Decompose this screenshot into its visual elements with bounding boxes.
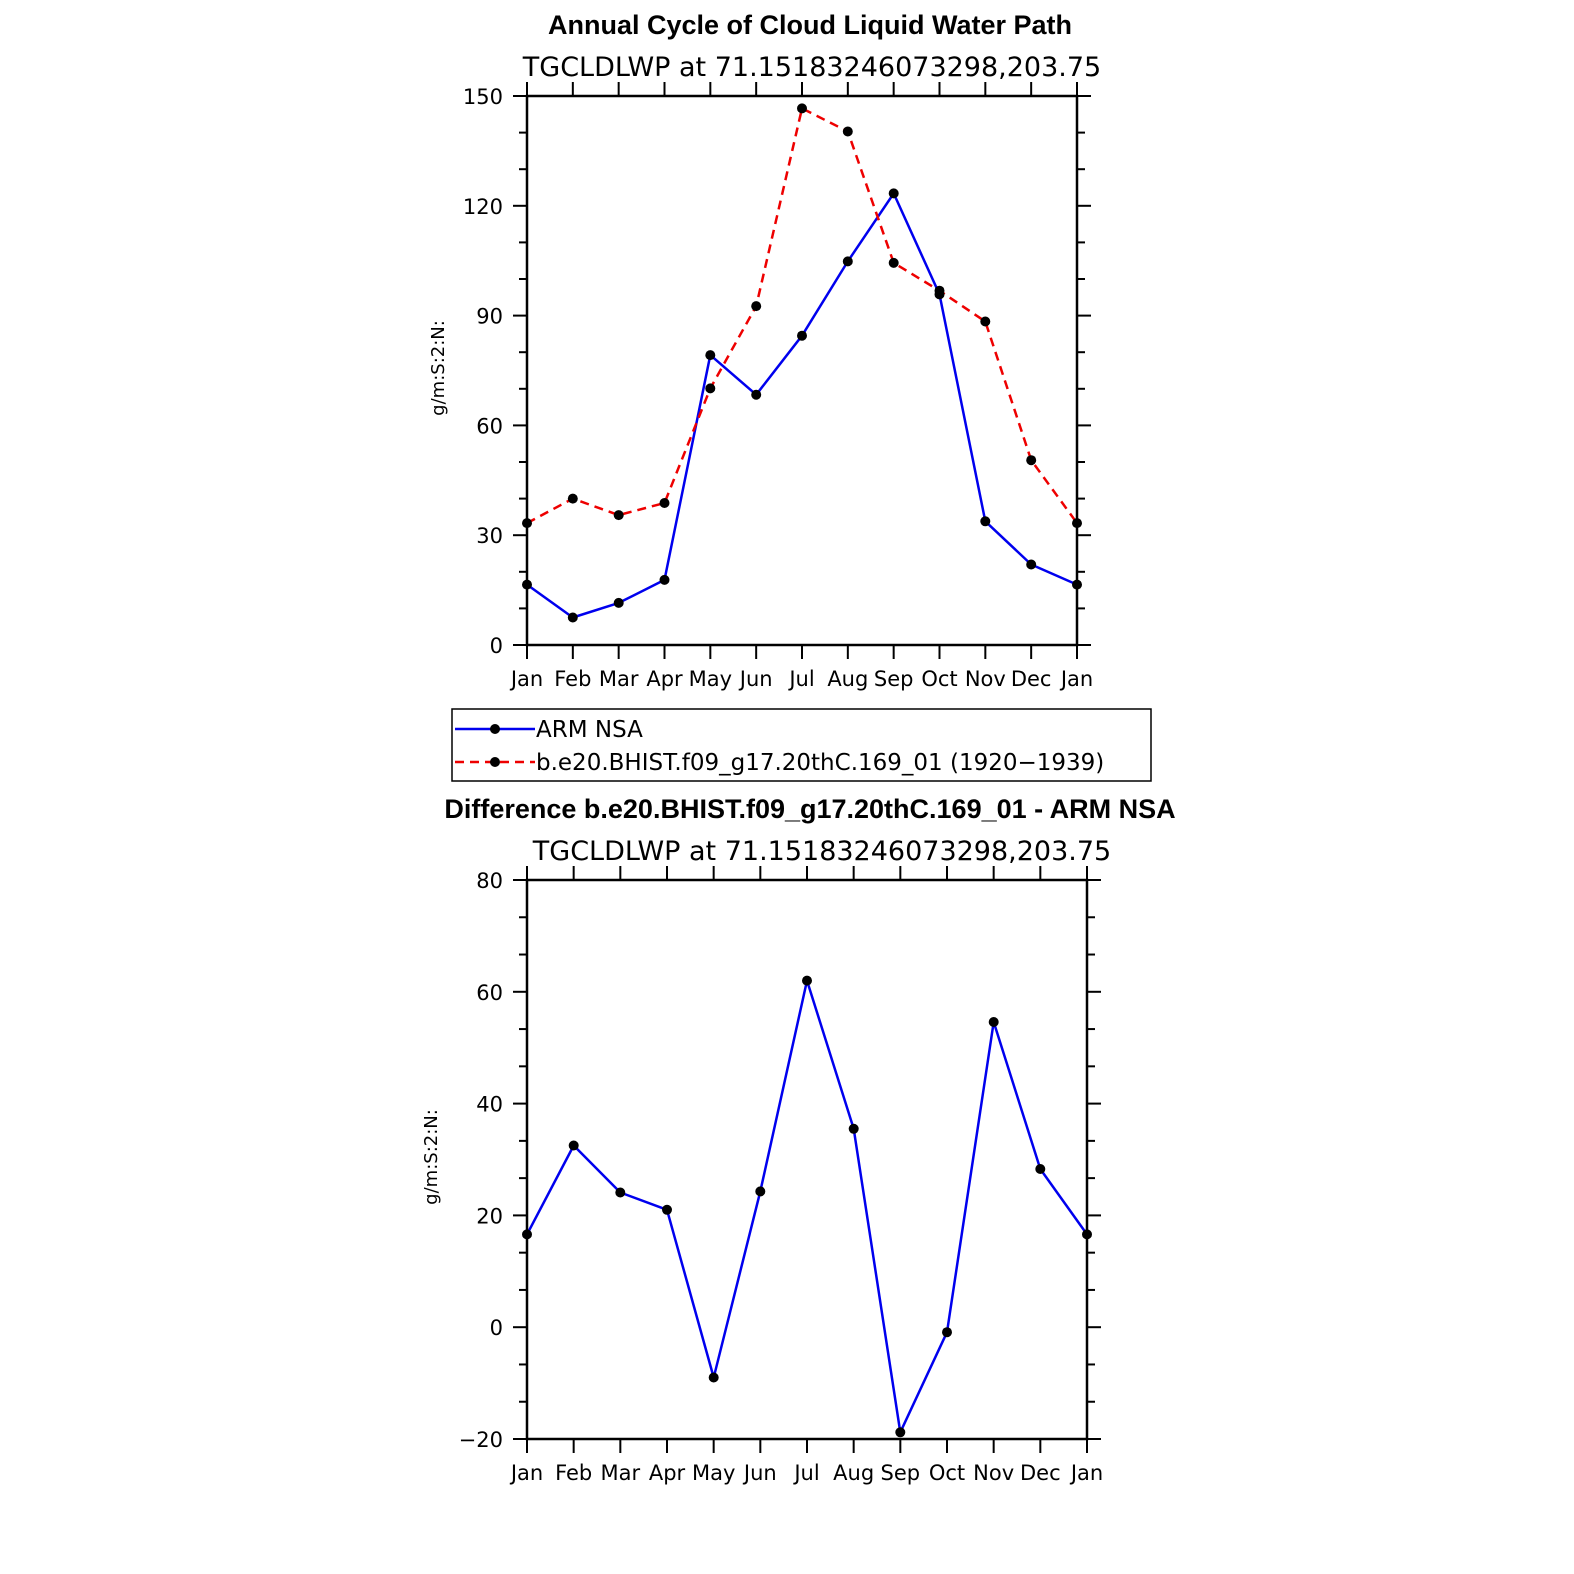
top-xtick-label: Jan — [510, 667, 544, 691]
bottom-xtick-label: May — [691, 1461, 736, 1485]
top-plot-area — [463, 82, 1093, 691]
bottom-series-0-point — [1035, 1164, 1045, 1174]
top-series-1-point — [1026, 455, 1036, 465]
bottom-xtick-label: Oct — [928, 1461, 966, 1485]
top-series-0-point — [797, 331, 807, 341]
top-xtick-label: Feb — [554, 667, 592, 691]
bottom-plot-area — [459, 866, 1104, 1485]
bottom-series-0-point — [569, 1141, 579, 1151]
top-series-0-point — [1026, 560, 1036, 570]
legend-swatch-marker-1 — [490, 757, 500, 767]
bottom-series-0-point — [1082, 1229, 1092, 1239]
top-series-1-point — [797, 103, 807, 113]
bottom-ytick-label: 20 — [476, 1204, 503, 1229]
bottom-xtick-label: Jul — [794, 1461, 820, 1485]
top-xtick-label: Mar — [598, 667, 639, 691]
top-xtick-label: May — [688, 667, 733, 691]
top-series-0-line — [527, 193, 1077, 617]
bottom-xtick-label: Aug — [833, 1461, 875, 1485]
bottom-series-0-point — [755, 1186, 765, 1196]
top-series-1-point — [980, 317, 990, 327]
top-chart-title: Annual Cycle of Cloud Liquid Water Path — [547, 10, 1073, 40]
top-xtick-label: Nov — [964, 667, 1006, 691]
top-ytick-label: 0 — [489, 634, 503, 658]
top-xtick-label: Dec — [1010, 667, 1052, 691]
top-series-0-point — [1072, 580, 1082, 590]
top-ytick-label: 60 — [476, 414, 503, 439]
bottom-ytick-label: 60 — [476, 980, 503, 1005]
top-series-0-point — [522, 580, 532, 590]
bottom-chart-ylabel: g/m:S:2:N: — [421, 1109, 442, 1205]
top-series-1-point — [522, 518, 532, 528]
bottom-xtick-label: Mar — [600, 1461, 641, 1485]
bottom-series-0-point — [849, 1124, 859, 1134]
bottom-xtick-label: Jan — [510, 1461, 544, 1485]
bottom-xtick-label: Nov — [973, 1461, 1015, 1485]
top-ytick-label: 150 — [462, 85, 503, 109]
bottom-xtick-label: Feb — [555, 1461, 593, 1485]
top-series-0-point — [614, 598, 624, 608]
bottom-series-0-point — [802, 976, 812, 986]
top-series-1-point — [614, 510, 624, 520]
top-ytick-label: 90 — [476, 304, 503, 329]
bottom-xtick-label: Jan — [1070, 1461, 1104, 1485]
bottom-series-0-point — [522, 1229, 532, 1239]
bottom-frame — [527, 880, 1087, 1439]
top-series-1-line — [527, 108, 1077, 523]
top-series-0-point — [660, 575, 670, 585]
legend-swatch-marker-0 — [490, 724, 500, 734]
top-xtick-label: Apr — [646, 667, 683, 691]
top-series-1-point — [889, 258, 899, 268]
legend-entry-1 — [455, 750, 1104, 776]
top-chart-ylabel: g/m:S:2:N: — [428, 320, 449, 416]
top-series-1-point — [751, 301, 761, 311]
bottom-series-0-point — [942, 1327, 952, 1337]
top-series-1-point — [660, 498, 670, 508]
top-series-1-point — [935, 286, 945, 296]
bottom-chart — [421, 794, 1176, 1485]
top-xtick-label: Jul — [789, 667, 815, 691]
bottom-chart-subtitle: TGCLDLWP at 71.15183246073298,203.75 — [532, 836, 1112, 867]
bottom-series-0-point — [662, 1205, 672, 1215]
top-series-1-point — [843, 127, 853, 137]
bottom-series-0-line — [527, 981, 1087, 1433]
bottom-xtick-label: Jun — [743, 1461, 777, 1485]
top-series-1-point — [1072, 518, 1082, 528]
top-chart — [428, 10, 1101, 691]
bottom-xtick-label: Apr — [648, 1461, 686, 1485]
bottom-xtick-label: Dec — [1020, 1461, 1061, 1485]
top-series-0-point — [980, 516, 990, 526]
bottom-ytick-label: 0 — [489, 1316, 503, 1341]
bottom-chart-title: Difference b.e20.BHIST.f09_g17.20thC.169_01 - ARM NSA — [444, 794, 1176, 824]
legend-label-1: b.e20.BHIST.f09_g17.20thC.169_01 (1920−1939) — [536, 750, 1105, 776]
legend — [452, 709, 1151, 781]
top-frame — [527, 96, 1077, 645]
top-ytick-label: 120 — [462, 194, 503, 219]
bottom-series-0-point — [709, 1373, 719, 1383]
bottom-ytick-label: −20 — [458, 1428, 503, 1452]
bottom-ytick-label: 40 — [476, 1092, 503, 1117]
top-series-0-point — [751, 390, 761, 400]
top-series-1-point — [568, 494, 578, 504]
bottom-ytick-label: 80 — [476, 869, 503, 893]
top-series-1-point — [705, 383, 715, 393]
top-series-0-point — [568, 613, 578, 623]
bottom-series-0-point — [895, 1427, 905, 1437]
top-xtick-label: Oct — [921, 667, 958, 691]
top-chart-subtitle: TGCLDLWP at 71.15183246073298,203.75 — [522, 52, 1102, 83]
top-xtick-label: Jan — [1060, 667, 1094, 691]
top-xtick-label: Sep — [873, 667, 914, 691]
top-series-0-point — [705, 350, 715, 360]
top-ytick-label: 30 — [476, 524, 503, 549]
top-series-0-point — [889, 188, 899, 198]
top-xtick-label: Jun — [739, 667, 773, 691]
top-series-0-point — [843, 256, 853, 266]
bottom-xtick-label: Sep — [880, 1461, 921, 1485]
top-xtick-label: Aug — [827, 667, 869, 691]
bottom-series-0-point — [615, 1188, 625, 1198]
bottom-series-0-point — [989, 1017, 999, 1027]
legend-label-0: ARM NSA — [536, 717, 643, 743]
